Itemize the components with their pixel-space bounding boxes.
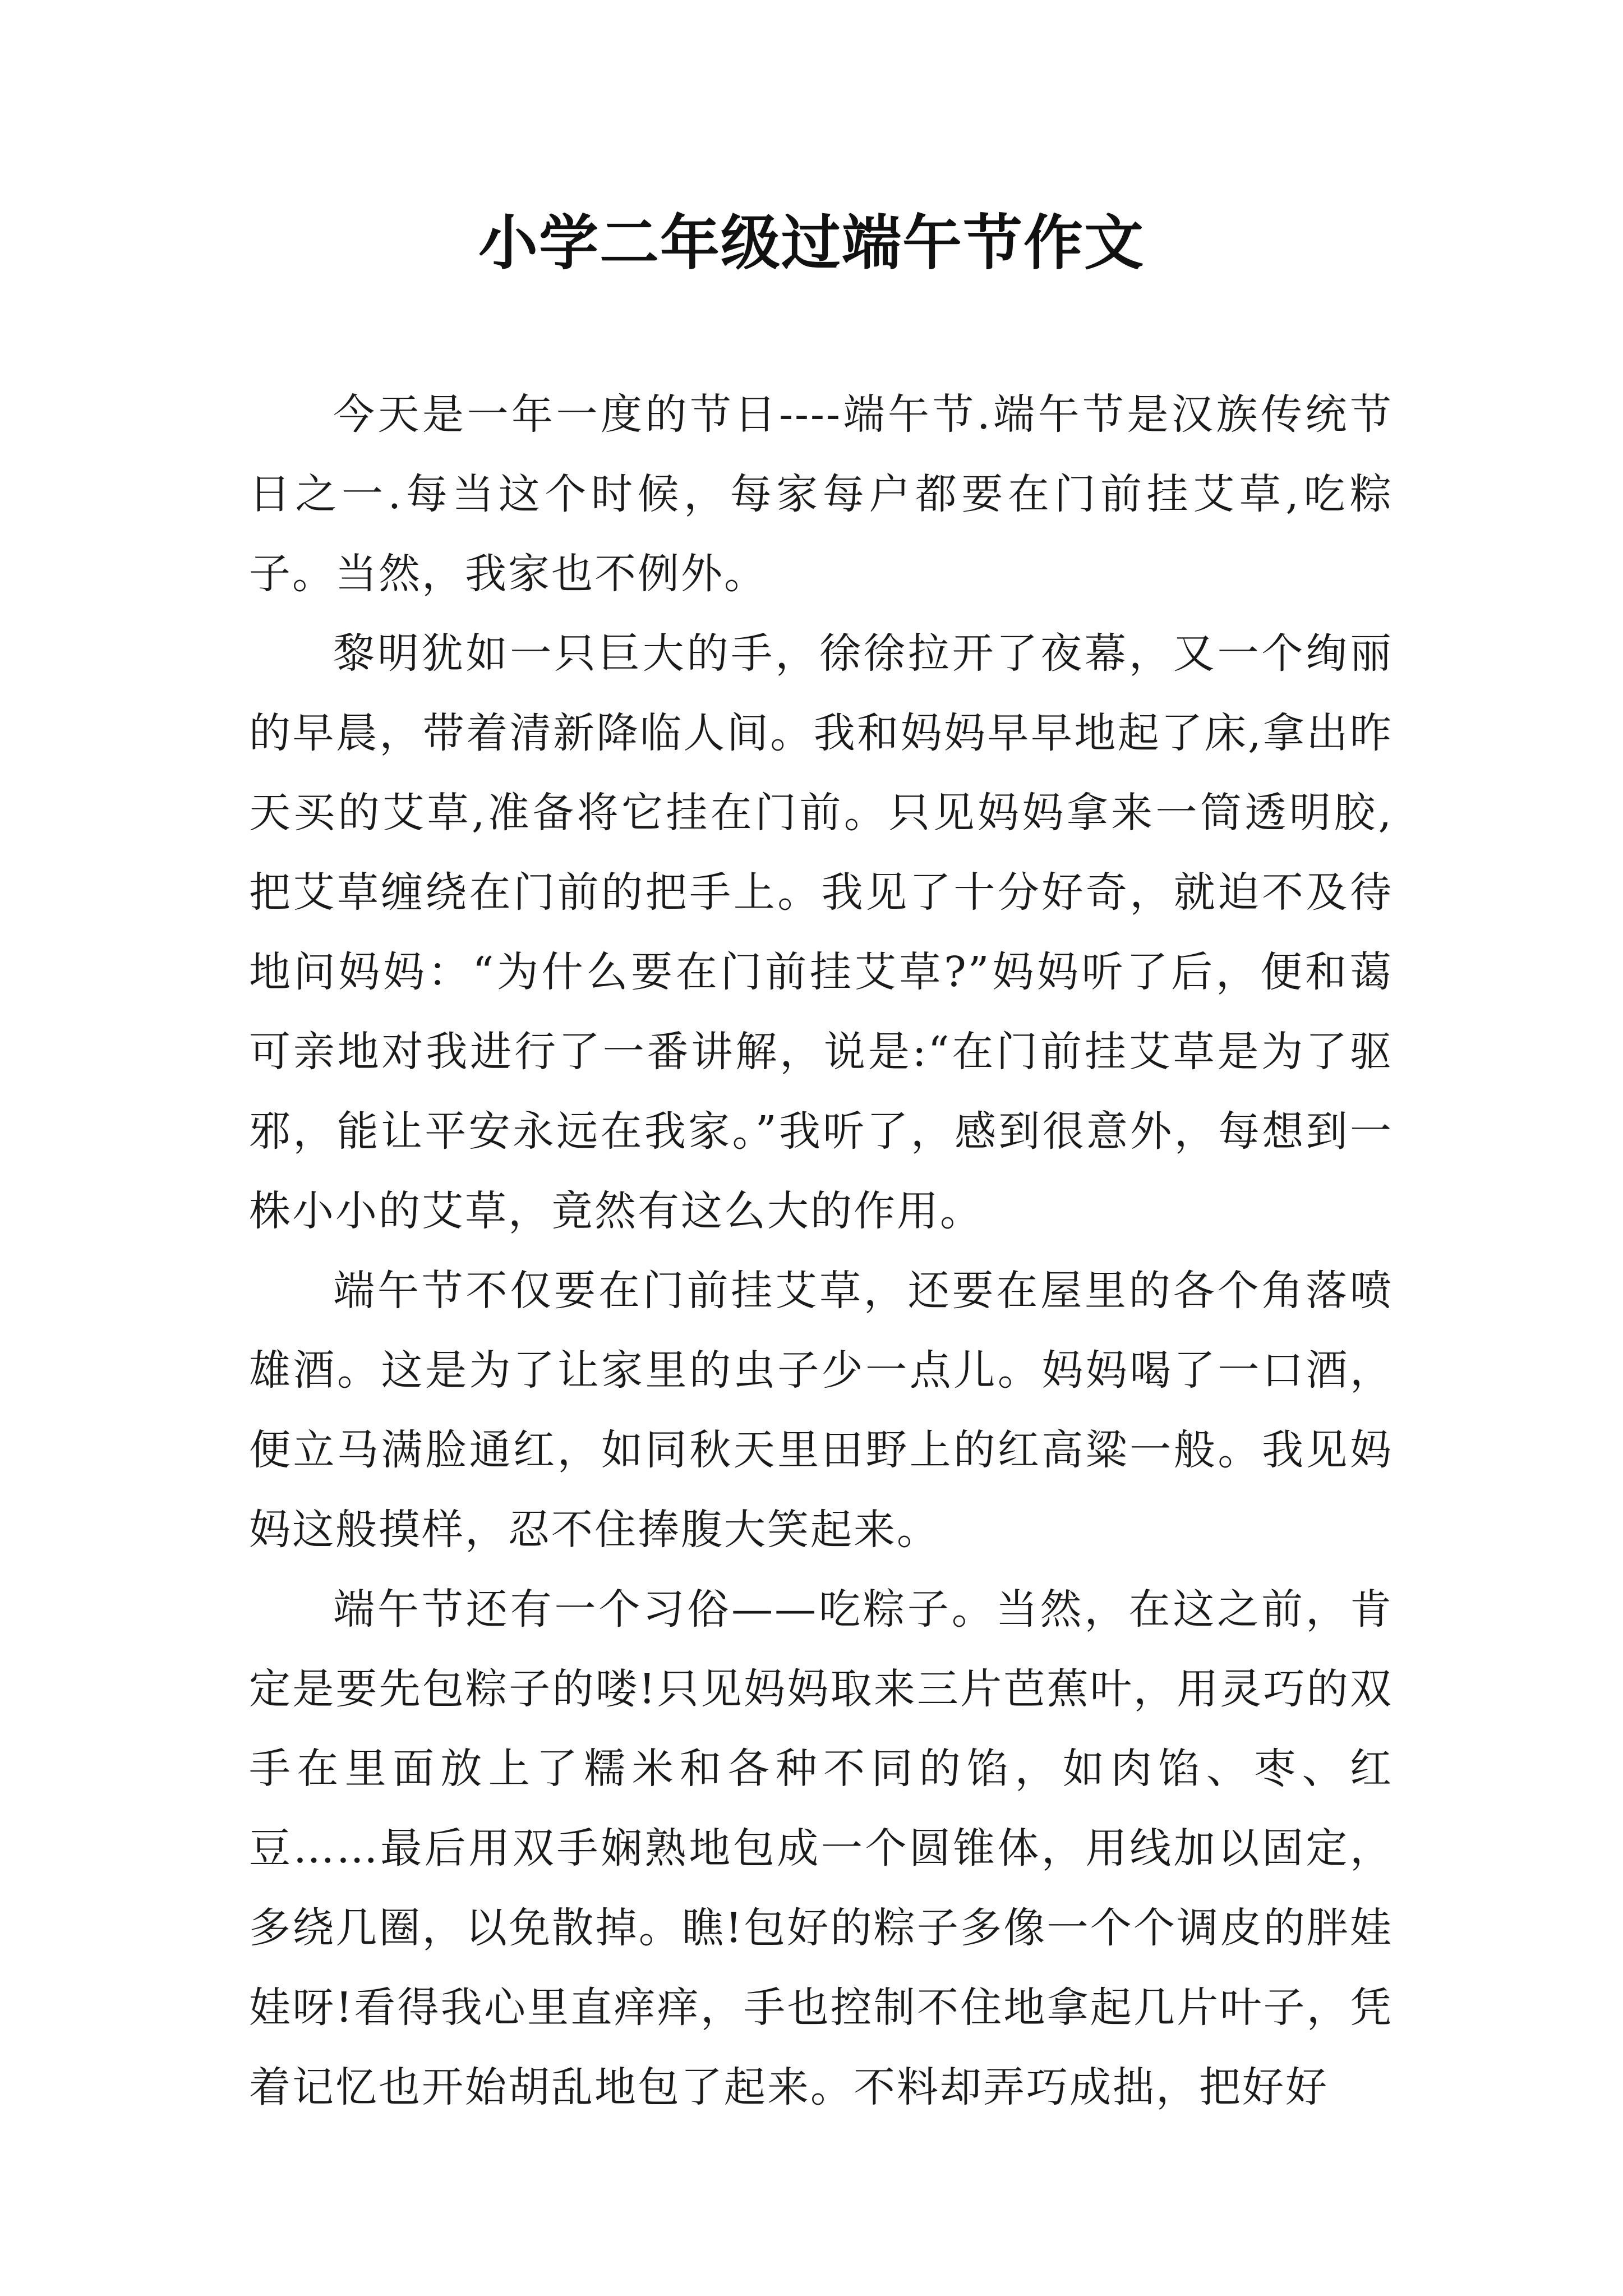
paragraph-2: 黎明犹如一只巨大的手，徐徐拉开了夜幕，又一个绚丽的早晨，带着清新降临人间。我和妈妈早早地起了床,拿出昨天买的艾草,准备将它挂在门前。只见妈妈拿来一筒透明胶,把艾草缠绕在门前的把手上。我见了十分好奇，就迫不及待地问妈妈：“为什么要在门前挂艾草?”妈妈听了后，便和蔼可亲地对我进行了一番讲解，说是:“在门前挂艾草是为了驱邪，能让平安永远在我家。”我听了，感到很意外，每想到一株小小的艾草，竟然有这么大的作用。 [249, 629, 1393, 1235]
paragraph-4: 端午节还有一个习俗——吃粽子。当然，在这之前，肯定是要先包粽子的喽!只见妈妈取来三片芭蕉叶，用灵巧的双手在里面放上了糯米和各种不同的馅，如肉馅、枣、红豆……最后用双手娴熟地包成一个圆锥体，用线加以固定，多绕几圈，以免散掉。瞧!包好的粽子多像一个个调皮的胖娃娃呀!看得我心里直痒痒，手也控制不住地拿起几片叶子，凭着记忆也开始胡乱地包了起来。不料却弄巧成拙，把好好 [249, 1585, 1393, 2111]
document-title: 小学二年级过端午节作文 [478, 208, 1145, 278]
document-body [249, 375, 1393, 2127]
paragraph-1: 今天是一年一度的节日----端午节.端午节是汉族传统节日之一.每当这个时候，每家每户都要在门前挂艾草,吃粽子。当然，我家也不例外。 [249, 390, 1393, 598]
paragraph-3: 端午节不仅要在门前挂艾草，还要在屋里的各个角落喷雄酒。这是为了让家里的虫子少一点儿。妈妈喝了一口酒，便立马满脸通红，如同秋天里田野上的红高粱一般。我见妈妈这般摸样，忍不住捧腹大笑起来。 [249, 1267, 1393, 1554]
